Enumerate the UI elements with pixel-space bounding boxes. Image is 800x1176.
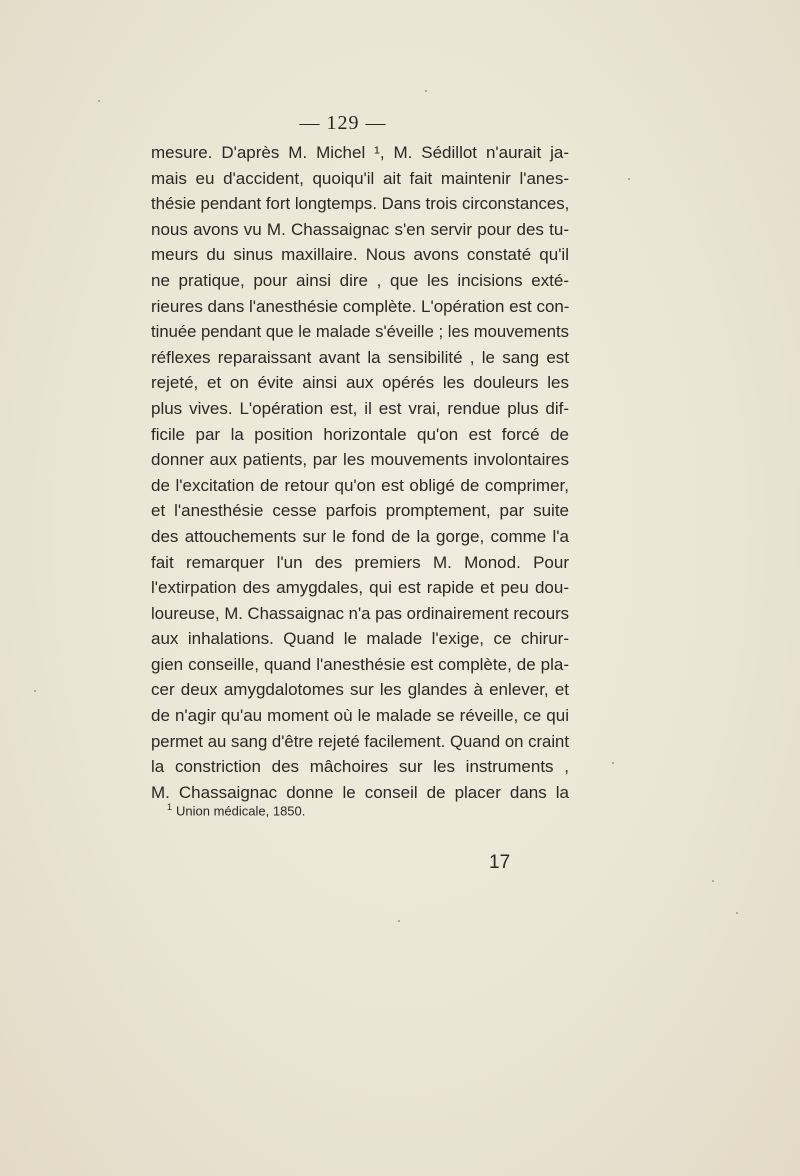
text-line: et l'anesthésie cesse parfois promptement, par suite <box>151 501 569 521</box>
text-line: la constriction des mâchoires sur les instruments , <box>151 757 569 777</box>
text-line: aux inhalations. Quand le malade l'exige, ce chirur- <box>151 629 569 649</box>
paper-speck <box>398 920 400 922</box>
text-line: cer deux amygdalotomes sur les glandes à enlever, et <box>151 680 569 700</box>
text-line: gien conseille, quand l'anesthésie est complète, de pla- <box>151 654 569 674</box>
text-line: réflexes reparaissant avant la sensibilité , le sang est <box>151 347 569 367</box>
text-line: thésie pendant fort longtemps. Dans trois circonstances, <box>151 194 570 214</box>
page-number: — 129 — <box>299 112 387 134</box>
paper-speck <box>612 762 614 764</box>
paper-speck <box>425 90 427 92</box>
text-line: ficile par la position horizontale qu'on est forcé de <box>151 424 569 444</box>
text-line: rejeté, et on évite ainsi aux opérés les douleurs les <box>151 373 569 393</box>
text-line: des attouchements sur le fond de la gorge, comme l'a <box>151 526 569 546</box>
text-line: M. Chassaignac donne le conseil de placer dans la <box>151 782 569 802</box>
signature-mark: 17 <box>489 852 511 873</box>
text-line: tinuée pendant que le malade s'éveille ; les mouvements <box>151 322 569 342</box>
footnote-mark: 1 <box>167 802 173 812</box>
paper-speck <box>736 912 738 914</box>
paper-speck <box>98 100 100 102</box>
body-text <box>151 140 569 805</box>
paper-speck <box>712 880 714 882</box>
paper-speck <box>628 178 630 180</box>
text-line: rieures dans l'anesthésie complète. L'opération est con- <box>151 296 570 316</box>
text-line: plus vives. L'opération est, il est vrai, rendue plus dif- <box>151 398 569 418</box>
text-line: permet au sang d'être rejeté facilement. Quand on craint <box>151 731 569 751</box>
text-line: meurs du sinus maxillaire. Nous avons constaté qu'il <box>151 245 569 265</box>
text-line: mais eu d'accident, quoiqu'il ait fait maintenir l'anes- <box>151 168 569 188</box>
text-line: ne pratique, pour ainsi dire , que les incisions exté- <box>151 270 569 290</box>
text-line: mesure. D'après M. Michel ¹, M. Sédillot n'aurait ja- <box>151 143 569 162</box>
text-line: nous avons vu M. Chassaignac s'en servir pour des tu- <box>151 219 569 239</box>
text-line: donner aux patients, par les mouvements involontaires <box>151 450 569 470</box>
paper-speck <box>34 690 36 692</box>
footnote <box>167 802 305 818</box>
text-line: de l'excitation de retour qu'on est obligé de comprimer, <box>151 475 569 495</box>
text-line: fait remarquer l'un des premiers M. Monod. Pour <box>151 552 569 572</box>
text-line: l'extirpation des amygdales, qui est rapide et peu dou- <box>151 578 569 598</box>
footnote-text: Union médicale, 1850. <box>176 803 306 819</box>
text-line: loureuse, M. Chassaignac n'a pas ordinairement recours <box>151 603 569 623</box>
text-line: de n'agir qu'au moment où le malade se réveille, ce qui <box>151 706 569 726</box>
